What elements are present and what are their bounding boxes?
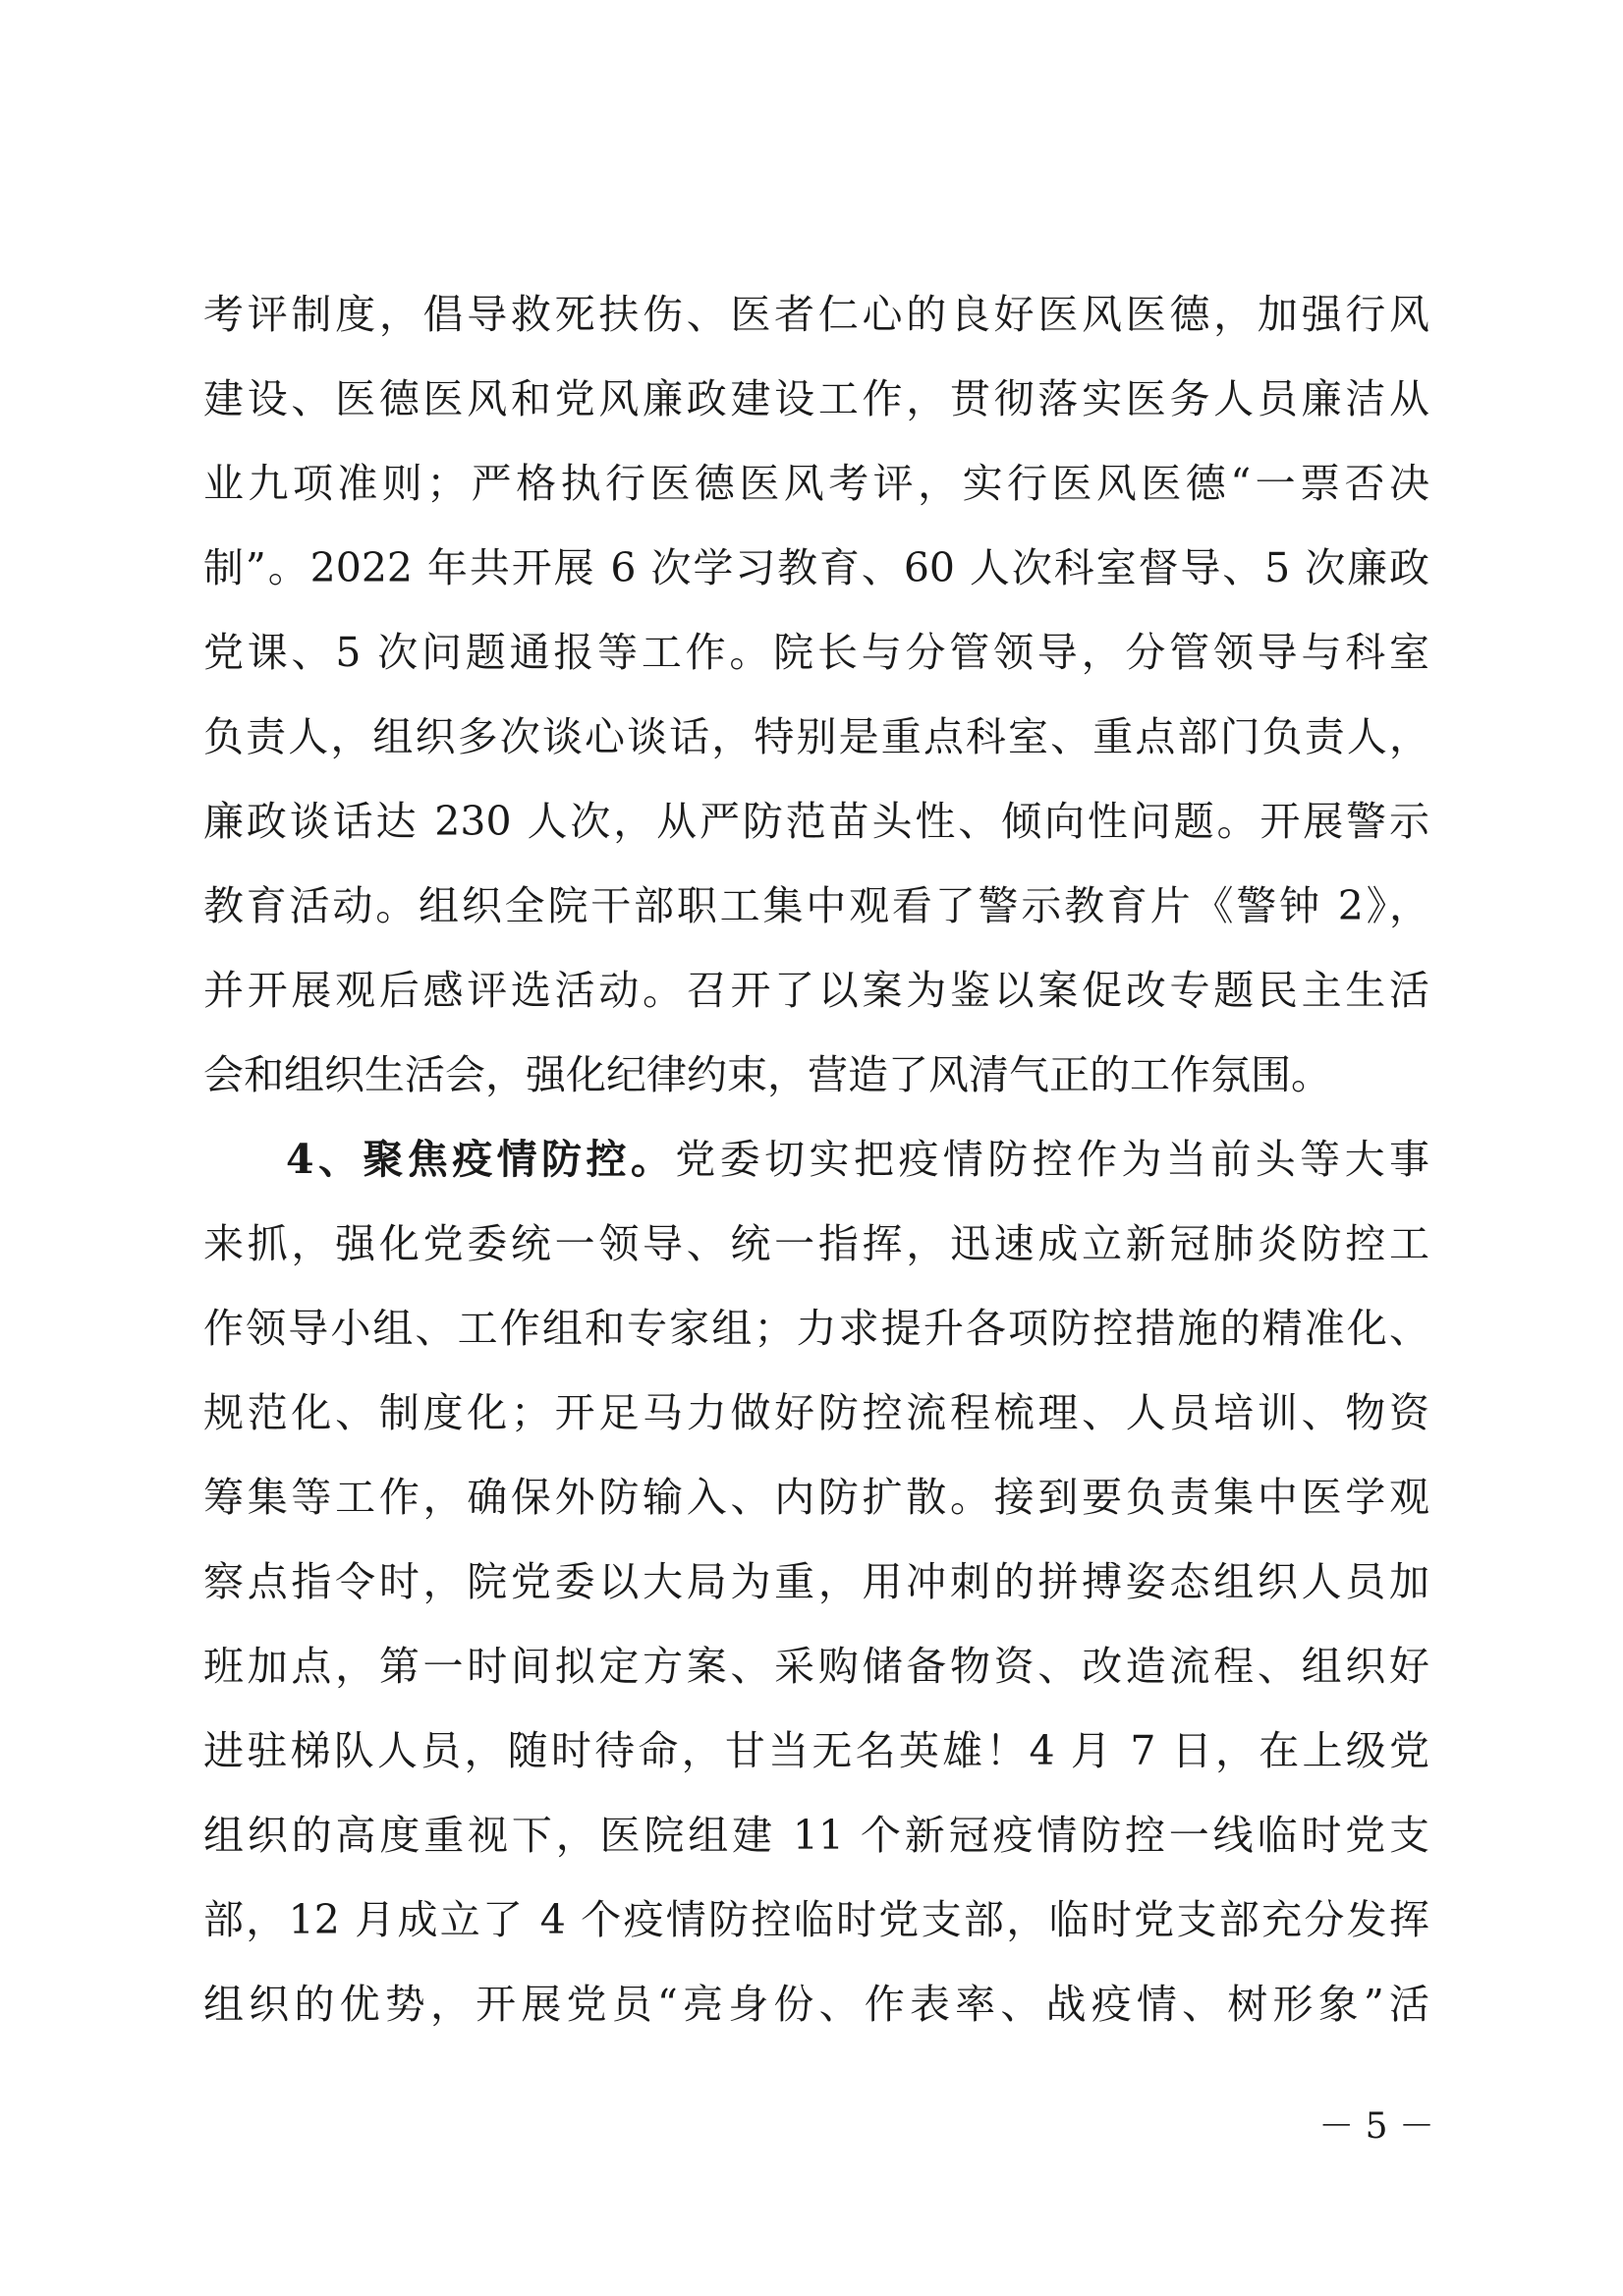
section-4-first-line	[203, 1117, 1429, 1202]
section-4-line-5: 察点指令时，院党委以大局为重，用冲刺的拼搏姿态组织人员加	[203, 1558, 1429, 1605]
text-line-7: 廉政谈话达 230 人次，从严防范苗头性、倾向性问题。开展警示	[203, 798, 1429, 845]
section-4-line-3: 规范化、制度化；开足马力做好防控流程梳理、人员培训、物资	[203, 1389, 1429, 1436]
text-line-6: 负责人，组织多次谈心谈话，特别是重点科室、重点部门负责人，	[203, 713, 1429, 760]
section-4-line-6: 班加点，第一时间拟定方案、采购储备物资、改造流程、组织好	[203, 1643, 1429, 1690]
text-line-3: 业九项准则；严格执行医德医风考评，实行医风医德“一票否决	[203, 460, 1429, 507]
section-4-first-line-text: 党委切实把疫情防控作为当前头等大事	[675, 1136, 1429, 1183]
section-4-line-1: 来抓，强化党委统一领导、统一指挥，迅速成立新冠肺炎防控工	[203, 1220, 1429, 1267]
text-line-2: 建设、医德医风和党风廉政建设工作，贯彻落实医务人员廉洁从	[203, 375, 1429, 422]
page-number: － 5 －	[1318, 2106, 1434, 2147]
text-line-1: 考评制度，倡导救死扶伤、医者仁心的良好医风医德，加强行风	[203, 291, 1429, 338]
section-4-line-2: 作领导小组、工作组和专家组；力求提升各项防控措施的精准化、	[203, 1305, 1429, 1352]
section-4-line-10: 组织的优势，开展党员“亮身份、作表率、战疫情、树形象”活	[203, 1981, 1429, 2028]
body-text	[203, 272, 1429, 2046]
text-line-5: 党课、5 次问题通报等工作。院长与分管领导，分管领导与科室	[203, 629, 1429, 676]
section-4-line-8: 组织的高度重视下，医院组建 11 个新冠疫情防控一线临时党支	[203, 1812, 1429, 1859]
section-4-line-9: 部，12 月成立了 4 个疫情防控临时党支部，临时党支部充分发挥	[203, 1896, 1429, 1943]
section-4-heading: 4、聚焦疫情防控。	[286, 1136, 676, 1183]
text-line-4: 制”。2022 年共开展 6 次学习教育、60 人次科室督导、5 次廉政	[203, 544, 1429, 591]
text-line-9: 并开展观后感评选活动。召开了以案为鉴以案促改专题民主生活	[203, 967, 1429, 1014]
text-line-8: 教育活动。组织全院干部职工集中观看了警示教育片《警钟 2》，	[203, 882, 1429, 929]
section-4-line-4: 筹集等工作，确保外防输入、内防扩散。接到要负责集中医学观	[203, 1474, 1429, 1521]
section-4-line-7: 进驻梯队人员，随时待命，甘当无名英雄！4 月 7 日，在上级党	[203, 1727, 1429, 1774]
text-line-10: 会和组织生活会，强化纪律约束，营造了风清气正的工作氛围。	[203, 1051, 1331, 1098]
